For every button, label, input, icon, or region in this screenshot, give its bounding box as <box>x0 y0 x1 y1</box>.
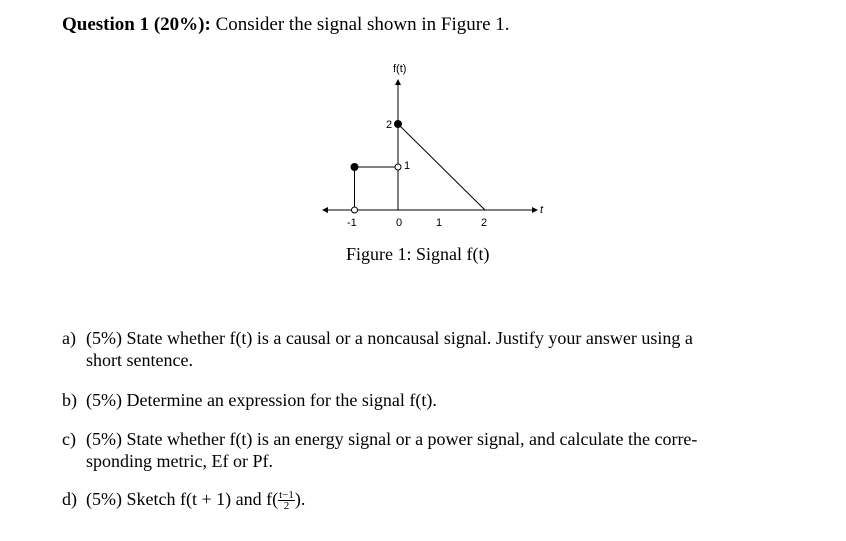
signal-line <box>355 124 486 210</box>
question-intro: Consider the signal shown in Figure 1. <box>215 14 510 35</box>
signal-series <box>351 121 485 214</box>
x-axis-left-arrow <box>322 207 328 213</box>
item-d-label: d) <box>62 489 77 509</box>
tick-y-2: 2 <box>386 119 393 131</box>
item-d-text-end: ). <box>294 489 306 509</box>
item-d-frac-num: t−1 <box>279 489 294 502</box>
item-c-label: c) <box>62 429 76 449</box>
tick-y-1: 1 <box>404 160 411 172</box>
y-axis-arrow <box>395 79 401 85</box>
x-axis-right-arrow <box>532 207 538 213</box>
item-c-text: (5%) State whether f(t) is an energy signal or a power signal, and calculate the corre- <box>86 429 698 449</box>
item-a-label: a) <box>62 328 76 348</box>
y-axis-label: f(t) <box>393 63 407 75</box>
item-d-text-start: (5%) Sketch f(t + 1) and f( <box>86 489 279 509</box>
tick-x-neg1: -1 <box>347 217 357 229</box>
point-neg1-0 <box>352 207 358 213</box>
item-a-text-cont: short sentence. <box>86 350 193 370</box>
item-c-text-cont: sponding metric, Ef or Pf. <box>86 451 273 471</box>
item-c <box>62 428 822 471</box>
item-d <box>62 488 306 513</box>
point-neg1-1 <box>351 164 358 171</box>
point-0-1 <box>395 164 401 170</box>
item-d-fraction <box>278 490 295 511</box>
point-0-2 <box>395 121 402 128</box>
tick-x-2: 2 <box>481 217 488 229</box>
item-a-text: (5%) State whether f(t) is a causal or a noncausal signal. Justify your answer using a <box>86 328 693 348</box>
item-a <box>62 327 822 370</box>
question-title: Question 1 (20%): <box>62 14 211 35</box>
item-b <box>62 389 437 411</box>
item-b-label: b) <box>62 390 77 410</box>
tick-x-1: 1 <box>436 217 443 229</box>
figure-caption: Figure 1: Signal f(t) <box>346 244 490 264</box>
item-d-text <box>86 488 305 511</box>
tick-x-0: 0 <box>396 217 403 229</box>
item-b-text: (5%) Determine an expression for the signal f(t). <box>86 390 437 410</box>
item-d-frac-den: 2 <box>283 500 290 513</box>
x-axis-label: t <box>540 204 544 216</box>
